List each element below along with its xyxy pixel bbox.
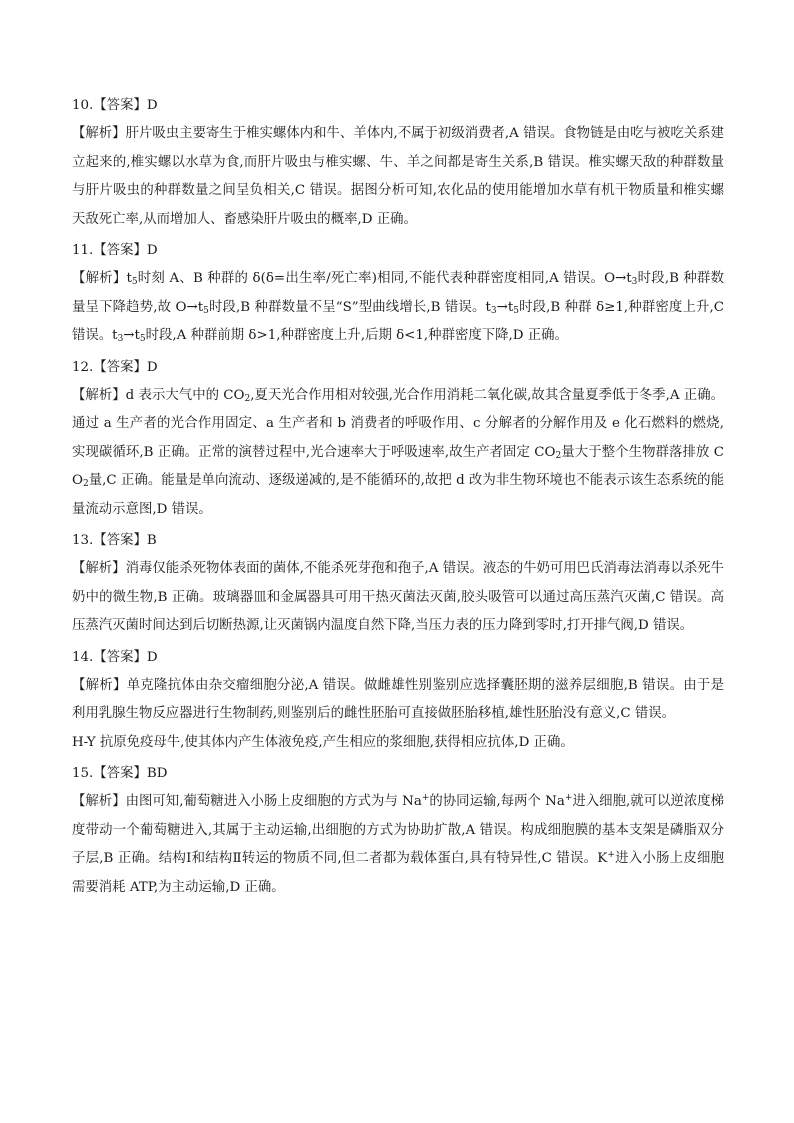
analysis-11 xyxy=(72,265,724,351)
answer-label: 【答案】 xyxy=(93,98,147,113)
answer-list xyxy=(72,95,724,902)
analysis-text: d 表示大气中的 CO xyxy=(125,387,245,403)
subscript: 5 xyxy=(131,277,138,287)
analysis-text: 量,C 正确。能量是单向流动、逐级递减的,是不能循环的,故把 d 改为非生物环境也不能表示该生态系统的能量流动示意图,D 错误。 xyxy=(72,473,724,517)
answer-heading-12 xyxy=(72,357,724,379)
analysis-label: 【解析】 xyxy=(72,271,127,286)
subscript: 5 xyxy=(139,334,146,344)
analysis-label: 【解析】 xyxy=(72,387,126,403)
analysis-15 xyxy=(72,788,724,902)
question-number: 15. xyxy=(72,766,94,781)
analysis-text: 由图可知,葡萄糖进入小肠上皮细胞的方式为与 Na xyxy=(125,794,422,809)
analysis-text: ,夏天光合作用相对较强,光合作用消耗二氧化碳,故其含量夏季低于冬季,A 正确。通过 a 生产者的光合作用固定、a 生产者和 b 消费者的呼吸作用、c 分解者的分解作用及 e 化石燃料的燃烧,实现碳循环,B 正确。正常的演替过程中,光合速率大于呼吸速率,故生产者固定 CO xyxy=(72,387,725,460)
analysis-12 xyxy=(72,382,724,525)
answer-value: D xyxy=(146,243,158,258)
subscript: 5 xyxy=(513,305,519,316)
question-number: 10. xyxy=(72,98,94,113)
answer-value: BD xyxy=(146,766,168,781)
analysis-text: 时段,B 种群 δ≥1,种群密度上升,C 错误。t xyxy=(72,299,725,343)
subscript: 2 xyxy=(82,479,89,489)
analysis-text: t xyxy=(126,271,132,286)
analysis-text: 的协同运输,每两个 Na xyxy=(429,794,565,809)
answer-value: B xyxy=(146,533,157,548)
subscript: 5 xyxy=(203,305,209,316)
analysis-text: 进入小肠上皮细胞需要消耗 ATP,为主动运输,D 正确。 xyxy=(72,851,724,895)
analysis-text: 进入细胞,就可以逆浓度梯度带动一个葡萄糖进入,其属于主动运输,出细胞的方式为协助扩散,A 错误。构成细胞膜的基本支架是磷脂双分子层,B 正确。结构Ⅰ和结构Ⅱ转运的物质不同,但二者都为载体蛋白,具有特异性,C 错误。K xyxy=(72,794,725,866)
answer-label: 【答案】 xyxy=(93,649,147,665)
answer-value: D xyxy=(146,98,158,113)
analysis-text: 量大于整个生物群落排放 CO xyxy=(72,444,724,488)
subscript: 2 xyxy=(555,450,562,461)
subscript: 2 xyxy=(244,393,251,404)
analysis-text: 时段,A 种群前期 δ>1,种群密度上升,后期 δ<1,种群密度下降,D 正确。 xyxy=(145,328,568,343)
answer-heading-15 xyxy=(72,763,724,785)
analysis-text: 时刻 A、B 种群的 δ(δ=出生率/死亡率)相同,不能代表种群密度相同,A 错误。O→t xyxy=(137,271,632,286)
analysis-text: H-Y 抗原免疫母牛,使其体内产生体液免疫,产生相应的浆细胞,获得相应抗体,D 正确。 xyxy=(72,734,574,750)
analysis-10 xyxy=(72,120,724,234)
analysis-label: 【解析】 xyxy=(72,677,127,693)
answer-value: D xyxy=(146,649,158,665)
analysis-label: 【解析】 xyxy=(72,794,126,809)
analysis-label: 【解析】 xyxy=(72,126,126,141)
subscript: 3 xyxy=(117,334,124,344)
analysis-text: →t xyxy=(496,299,514,315)
question-number: 14. xyxy=(72,649,94,665)
analysis-text: 单克隆抗体由杂交瘤细胞分泌,A 错误。做雌雄性别鉴别应选择囊胚期的滋养层细胞,B 错误。由于是利用乳腺生物反应器进行生物制药,则鉴别后的雌性胚胎可直接做胚胎移植,雄性胚胎没有意义,C 错误。 xyxy=(72,677,724,721)
analysis-text: →t xyxy=(123,328,140,343)
answer-heading-13 xyxy=(72,530,724,552)
analysis-label: 【解析】 xyxy=(72,561,126,576)
answer-value: D xyxy=(146,359,158,375)
analysis-text: 消毒仅能杀死物体表面的菌体,不能杀死芽孢和孢子,A 错误。液态的牛奶可用巴氏消毒法消毒以杀死牛奶中的微生物,B 正确。玻璃器皿和金属器具可用干热灭菌法灭菌,胶头吸管可以通过高压蒸汽灭菌,C 错误。高压蒸汽灭菌时间达到后切断热源,让灭菌锅内温度自然下降,当压力表的压力降到零时,打开排气阀,D 错误。 xyxy=(72,561,725,633)
answer-label: 【答案】 xyxy=(93,359,147,375)
answer-label: 【答案】 xyxy=(93,533,147,548)
subscript: 3 xyxy=(490,305,497,316)
answer-label: 【答案】 xyxy=(93,243,147,258)
answer-label: 【答案】 xyxy=(93,766,147,781)
answer-heading-10 xyxy=(72,95,724,117)
analysis-13 xyxy=(72,555,724,641)
question-number: 13. xyxy=(72,533,94,548)
superscript: + xyxy=(607,850,615,860)
superscript: + xyxy=(564,793,573,803)
analysis-text: 时段,B 种群数量不呈“S”型曲线增长,B 错误。t xyxy=(208,299,491,315)
question-number: 12. xyxy=(72,359,94,375)
answer-heading-11 xyxy=(72,240,724,262)
superscript: + xyxy=(421,793,430,803)
answer-heading-14 xyxy=(72,647,724,669)
analysis-text: 时段,B 种群数量呈下降趋势,故 O→t xyxy=(72,271,725,315)
analysis-14 xyxy=(72,672,724,758)
question-number: 11. xyxy=(72,243,94,258)
subscript: 3 xyxy=(631,277,638,287)
analysis-text: 肝片吸虫主要寄生于椎实螺体内和牛、羊体内,不属于初级消费者,A 错误。食物链是由吃与被吃关系建立起来的,椎实螺以水草为食,而肝片吸虫与椎实螺、牛、羊之间都是寄生关系,B 错误。椎实螺天敌的种群数量与肝片吸虫的种群数量之间呈负相关,C 错误。据图分析可知,农化品的使用能增加水草有机干物质量和椎实螺天敌死亡率,从而增加人、畜感染肝片吸虫的概率,D 正确。 xyxy=(72,126,725,227)
